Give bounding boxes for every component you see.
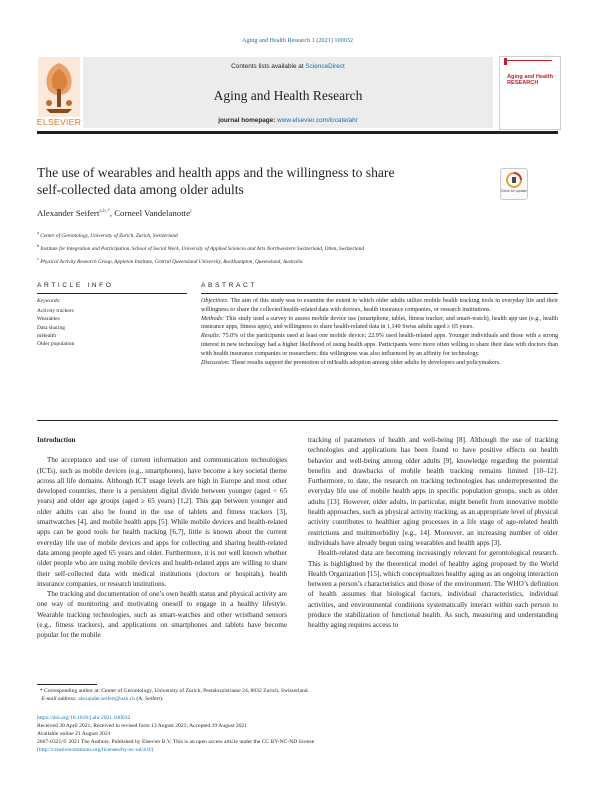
discussion-text: These results support the promotion of mHealth adoption among older adults by developers and policymakers. xyxy=(229,359,501,366)
results-text: 75.0% of the participants used at least one mobile device; 22.9% used health-related apps. Younger individuals and those with a strong interest in new technology had a higher likelihood of using health apps. Participants were more often willing to share their data with doctors than with health insurance companies or researchers; this willingness was also influenced by an affinity for technology. xyxy=(201,333,558,357)
check-updates-label: Check for updates xyxy=(501,189,527,193)
received-dates: Received 30 April 2021; Received in revised form 13 August 2021; Accepted 19 August 2021 xyxy=(37,723,248,730)
abstract-methods xyxy=(201,315,558,333)
author-affiliation-marker[interactable]: a,b,* xyxy=(99,208,110,215)
methods-label: Methods: xyxy=(201,315,225,322)
affiliation-text: Center of Gerontology, University of Zurich, Zurich, Switzerland xyxy=(40,232,178,239)
affiliation-item xyxy=(37,241,364,254)
cover-rule xyxy=(506,60,552,61)
author-name: Corneel Vandelanotte xyxy=(114,208,190,218)
author-list xyxy=(37,208,192,218)
abstract-rule xyxy=(201,293,558,294)
email-link[interactable]: alexander.seifert@uzh.ch xyxy=(78,696,136,703)
affiliation-item xyxy=(37,228,364,241)
email-suffix: (A. Seifert). xyxy=(135,696,164,703)
author-name: Alexander Seifert xyxy=(37,208,100,218)
abstract-bottom-rule xyxy=(37,420,558,421)
article-info-rule xyxy=(37,293,187,294)
body-paragraph: The tracking and documentation of one’s own health status and physical activity are one way of monitoring and motivating oneself to engage in a healthy lifestyle. Wearable tracking technologies, such as smart-watches and other wristband sensors (e.g., fitness trackers), and applications on smartphones and tablets have become popular for the mobile xyxy=(37,590,287,640)
corresponding-author-line xyxy=(37,687,558,695)
body-right-column xyxy=(308,435,558,631)
affiliation-text: Physical Activity Research Group, Appleton Institute, Central Queensland University, Rockhampton, Queensland, Australia xyxy=(40,258,303,265)
affiliation-marker: a xyxy=(37,230,39,235)
homepage-link[interactable]: www.elsevier.com/locate/ahr xyxy=(277,117,358,124)
cover-title-line2: RESEARCH xyxy=(507,79,539,86)
body-paragraph: Health-related data are becoming increasingly relevant for gerontological research. This is highlighted by the theoretical model of healthy aging proposed by the World Health Organization [15], which conceptualizes healthy aging as an ongoing interaction between a person’s characteristics and those of the environment. The WHO’s definition of health assumes that biological factors, individual characteristics, individual activities, and environmental conditions systematically interact within each person to produce the stabilization of functional health. As such, measuring and understanding healthy aging requires access to xyxy=(308,549,558,630)
footnote-marker: * xyxy=(39,688,43,694)
email-label: E-mail address: xyxy=(41,696,79,703)
abstract-heading: ABSTRACT xyxy=(201,282,257,289)
corresponding-footnote xyxy=(37,687,558,703)
journal-homepage xyxy=(83,117,493,124)
affiliation-marker: b xyxy=(37,242,40,248)
license-link[interactable]: (http://creativecommons.org/licenses/by-nc-nd/4.0/) xyxy=(37,747,154,754)
contents-prefix: Contents lists available at xyxy=(231,63,306,70)
cover-title-line1: Aging and Health xyxy=(507,74,553,80)
homepage-prefix: journal homepage: xyxy=(218,117,278,124)
abstract-objectives xyxy=(201,297,558,315)
cover-title xyxy=(507,75,553,86)
keywords-list xyxy=(37,307,74,348)
keyword-item: Activity trackers xyxy=(37,308,74,314)
keyword-item: Wearables xyxy=(37,316,60,323)
body-left-column xyxy=(37,435,287,641)
journal-cover[interactable] xyxy=(499,56,561,130)
email-line xyxy=(37,695,558,703)
abstract-body xyxy=(201,297,558,367)
body-paragraph: tracking of parameters of health and well-being [8]. Although the use of tracking technologies and applications has been found to have positive effects on health behavior and well-being among older adults [9], knowledge regarding the potential benefits and drawbacks of mobile health tracking remains limited [10–12]. Furthermore, to date, the research on tracking technologies has underrepresented the everyday life use of mobile health apps in specific population groups, such as older adults [13]. However, older adults, in particular, might benefit from innovative mobile health approaches, such as physical activity tracking, as an appropriate level of physical activity contributes to healthier aging processes in a life stage of age-related health restrictions and multimorbidity [e.g., 14]. Moreover, an increasing number of older individuals have already begun using wearables and health apps [3]. xyxy=(308,436,558,547)
discussion-label: Discussion: xyxy=(201,359,230,366)
check-updates-icon xyxy=(501,169,527,199)
article-title xyxy=(37,164,467,198)
elsevier-wordmark: ELSEVIER xyxy=(36,117,82,127)
introduction-heading: Introduction xyxy=(37,436,76,444)
running-head[interactable]: Aging and Health Research 1 (2021) 100032 xyxy=(241,37,353,44)
author-separator: , xyxy=(109,208,115,218)
keywords-label: Keywords: xyxy=(37,298,61,304)
available-online: Available online 21 August 2021 xyxy=(37,731,111,738)
affiliations xyxy=(37,228,364,266)
affiliation-text: Institute for Integration and Participation, School of Social Work, University of Applied Sciences and Arts Northwestern Switzerland, Olten, Switzerland xyxy=(40,245,365,252)
footnote-rule xyxy=(37,684,97,685)
affiliation-item xyxy=(37,254,364,267)
keyword-item: Older population xyxy=(37,341,75,348)
objectives-label: Objectives: xyxy=(201,298,229,304)
body-paragraph: The acceptance and use of current information and communication technologies (ICTs), such as mobile devices (e.g., smartphones), have become a key societal theme across all life domains. Although ICT usage levels are high in Europe and most other developed countries, there is a persistent digital divide between younger (aged < 65 years) and older age groups (aged ≥ 65 years) [1,2]. This gap between younger and older adults can also be found in the use of tablets and fitness trackers [3], smartwatches [4], and mobile health apps [5]. While mobile devices and health-related apps can be good tools for health tracking [6,7], little is known about the current everyday life use of mobile devices and apps for collecting and sharing health-related data among people aged 65 years and older. Furthermore, it is not well known whether older people who are using mobile devices and health-related apps are willing to share their self-collected data with medical institutions (doctors or hospitals), health insurance companies, or research institutions. xyxy=(37,456,287,588)
objectives-text: The aim of this study was to examine the extent to which older adults utilize mobile health tracking tools in everyday life and their willingness to share the collected health-related data with doctors, health insurance companies, or research institutions. xyxy=(201,298,558,313)
corresponding-author-text: Corresponding author at: Center of Gerontology, University of Zurich, Pestalozzistrasse 24, 8032 Zurich, Switzerland. xyxy=(42,688,309,694)
article-title-line2: self-collected data among older adults xyxy=(37,182,244,197)
doi-link[interactable]: https://doi.org/10.1016/j.ahr.2021.100032 xyxy=(37,715,131,721)
article-info-heading: ARTICLE INFO xyxy=(37,282,114,289)
affiliation-marker: c xyxy=(37,255,39,261)
copyright-line: 2667-0321/© 2021 The Authors. Published by Elsevier B.V. This is an open access article under the CC BY-NC-ND license xyxy=(37,739,315,746)
keyword-item: Data sharing xyxy=(37,324,65,331)
author-affiliation-marker[interactable]: c xyxy=(190,208,193,215)
methods-text: This study used a survey to assess mobile device use (smartphone, tablet, fitness tracker, and smart-watch), health app use (e.g., health insurance apps, fitness apps), and willingness to share health-related data in 1,149 Swiss adults aged ≥ 65 years. xyxy=(201,315,558,331)
sciencedirect-link[interactable]: ScienceDirect xyxy=(305,63,345,70)
check-for-updates-badge[interactable] xyxy=(500,168,528,200)
article-footer xyxy=(37,714,558,754)
header-rule xyxy=(37,131,558,134)
abstract-discussion xyxy=(201,359,558,368)
contents-line xyxy=(83,63,493,70)
keyword-item: mHealth xyxy=(37,332,56,339)
journal-name: Aging and Health Research xyxy=(213,88,363,103)
results-label: Results: xyxy=(201,333,221,340)
article-title-line1: The use of wearables and health apps and the willingness to share xyxy=(37,165,395,180)
abstract-results xyxy=(201,332,558,358)
